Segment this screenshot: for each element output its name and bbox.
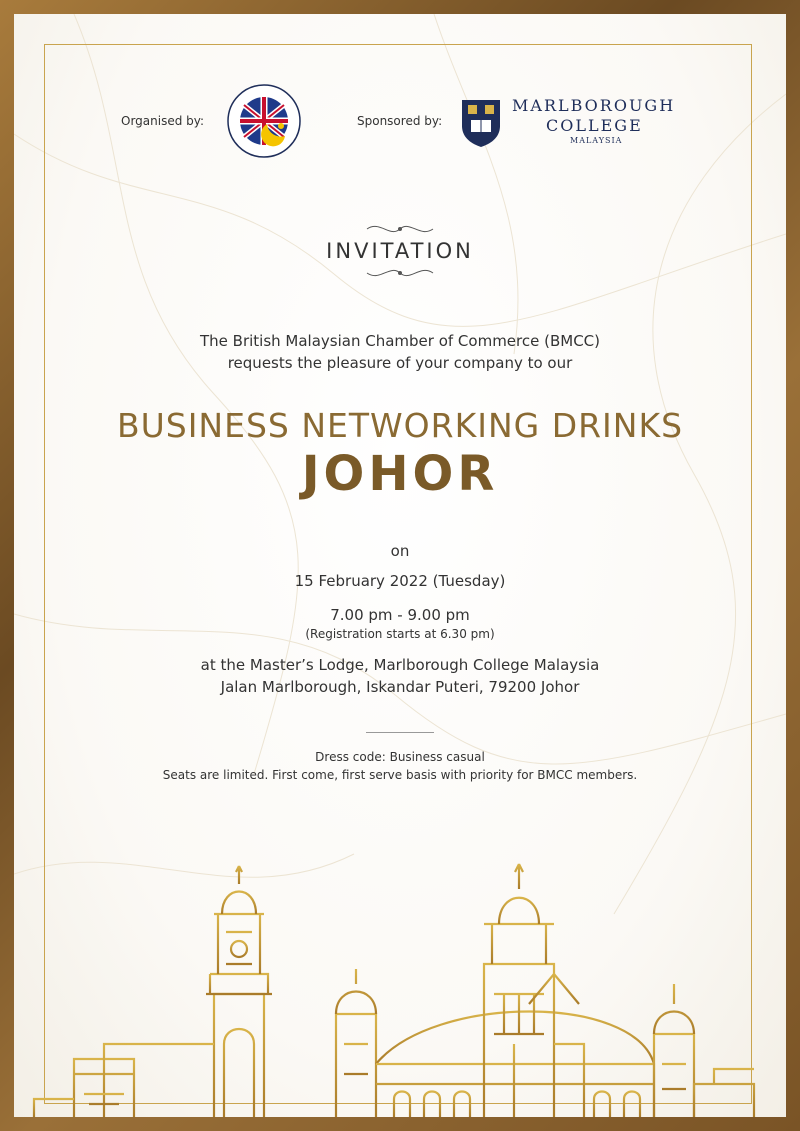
- sponsor-name-line3: MALAYSIA: [570, 136, 623, 145]
- event-location-title: JOHOR: [301, 446, 499, 502]
- seats-note: Seats are limited. First come, first serve basis with priority for BMCC members.: [162, 768, 638, 782]
- marlborough-crest: [460, 96, 502, 148]
- registration-time: (Registration starts at 6.30 pm): [305, 627, 495, 641]
- sponsor-name-line1: MARLBOROUGH: [512, 96, 676, 115]
- divider: [366, 732, 434, 733]
- sponsored-by-label: Sponsored by:: [357, 114, 443, 128]
- details-on: on: [390, 542, 410, 560]
- marble-paper: [14, 14, 786, 1117]
- venue-line-1: at the Master’s Lodge, Marlborough College Malaysia: [200, 656, 600, 674]
- ornament-bottom: [14, 265, 786, 284]
- venue-line-2: Jalan Marlborough, Iskandar Puteri, 79200 Johor: [220, 678, 580, 696]
- bmcc-logo: [227, 84, 301, 158]
- event-title: BUSINESS NETWORKING DRINKS: [116, 406, 684, 445]
- sponsor-name-line2: COLLEGE: [546, 116, 643, 135]
- ornament-top: [14, 221, 786, 240]
- invitation-title: INVITATION: [326, 239, 474, 263]
- intro-line-2: requests the pleasure of your company to our: [227, 354, 573, 372]
- event-date: 15 February 2022 (Tuesday): [294, 572, 506, 590]
- intro-line-1: The British Malaysian Chamber of Commerce (BMCC): [199, 332, 600, 350]
- skyline-illustration: [14, 844, 786, 1117]
- event-time: 7.00 pm - 9.00 pm: [330, 606, 470, 624]
- organised-by-label: Organised by:: [121, 114, 205, 128]
- dress-code: Dress code: Business casual: [315, 750, 485, 764]
